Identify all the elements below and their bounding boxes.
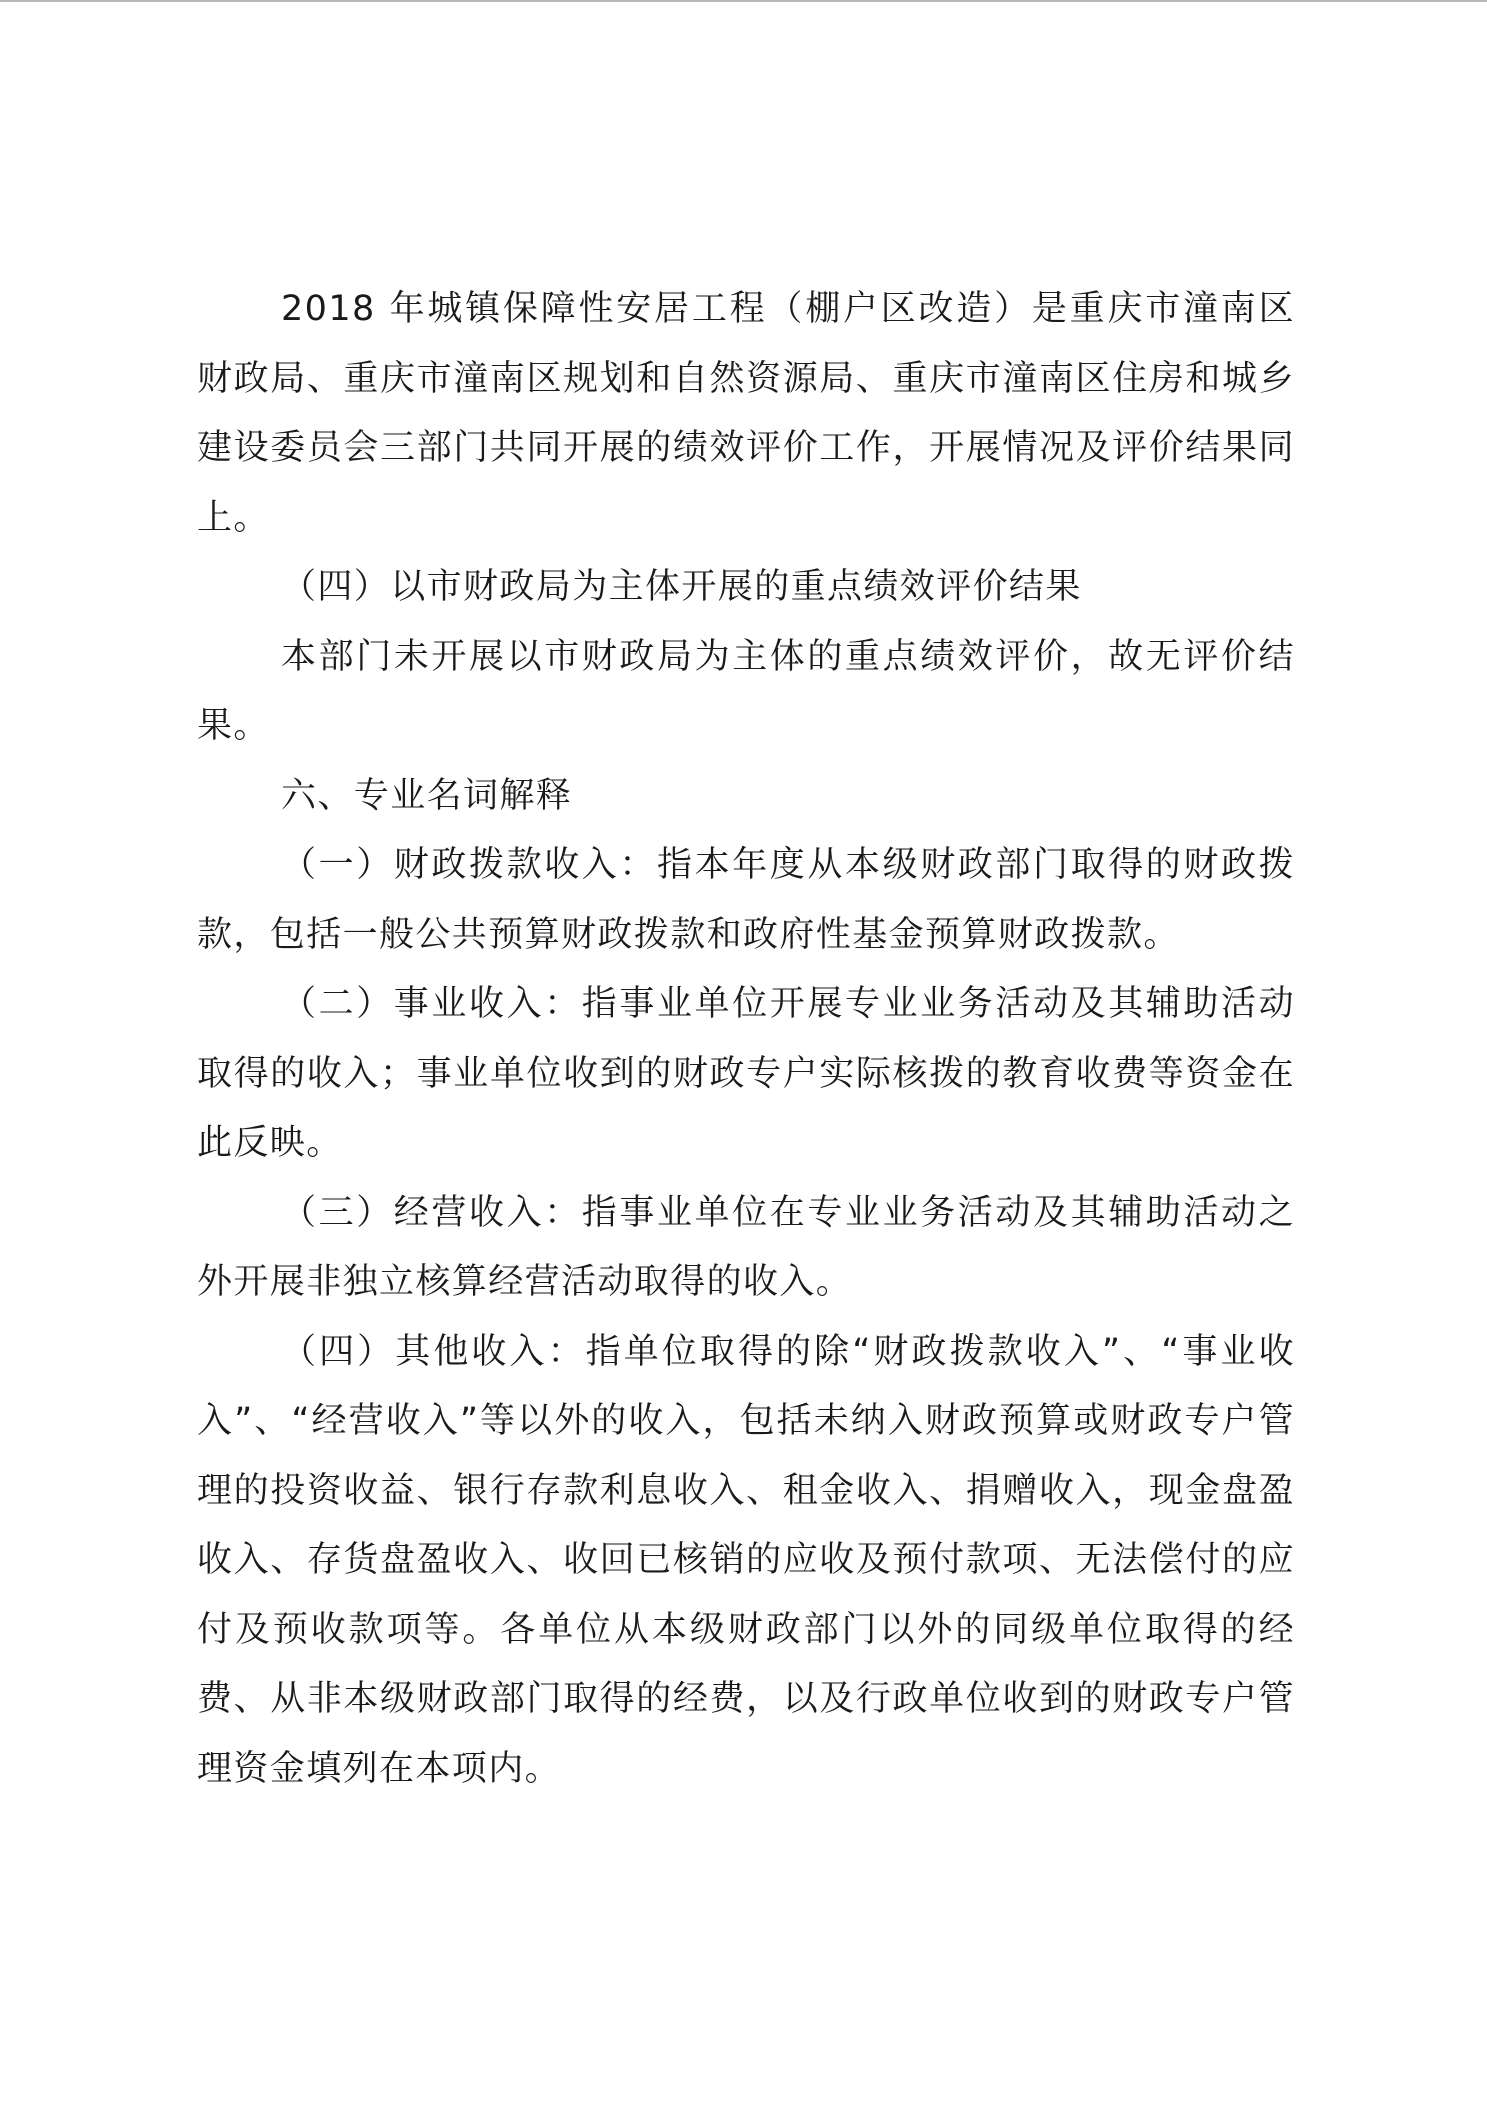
paragraph-no-evaluation: 本部门未开展以市财政局为主体的重点绩效评价，故无评价结果。 <box>197 636 1295 746</box>
term-fiscal-appropriation-income: （一）财政拨款收入：指本年度从本级财政部门取得的财政拨款，包括一般公共预算财政拨款和政府性基金预算财政拨款。 <box>197 845 1295 955</box>
term-other-income: （四）其他收入：指单位取得的除“财政拨款收入”、“事业收入”、“经营收入”等以外的收入，包括未纳入财政预算或财政专户管理的投资收益、银行存款利息收入、租金收入、捐赠收入，现金盘盈收入、存货盘盈收入、收回已核销的应收及预付款项、无法偿付的应付及预收款项等。各单位从本级财政部门以外的同级单位取得的经费、从非本级财政部门取得的经费，以及行政单位收到的财政专户管理资金填列在本项内。 <box>197 1331 1295 1789</box>
heading-city-finance-evaluation: （四）以市财政局为主体开展的重点绩效评价结果 <box>281 567 1082 607</box>
term-operating-income: （三）经营收入：指事业单位在专业业务活动及其辅助活动之外开展非独立核算经营活动取得的收入。 <box>197 1192 1295 1302</box>
term-business-income: （二）事业收入：指事业单位开展专业业务活动及其辅助活动取得的收入；事业单位收到的财政专户实际核拨的教育收费等资金在此反映。 <box>197 984 1295 1163</box>
document-page <box>197 275 1295 1804</box>
heading-terminology: 六、专业名词解释 <box>281 775 573 816</box>
paragraph-shantytown-evaluation: 2018 年城镇保障性安居工程（棚户区改造）是重庆市潼南区财政局、重庆市潼南区规划和自然资源局、重庆市潼南区住房和城乡建设委员会三部门共同开展的绩效评价工作，开展情况及评价结果同上。 <box>197 289 1295 538</box>
page-top-border <box>0 0 1487 2</box>
